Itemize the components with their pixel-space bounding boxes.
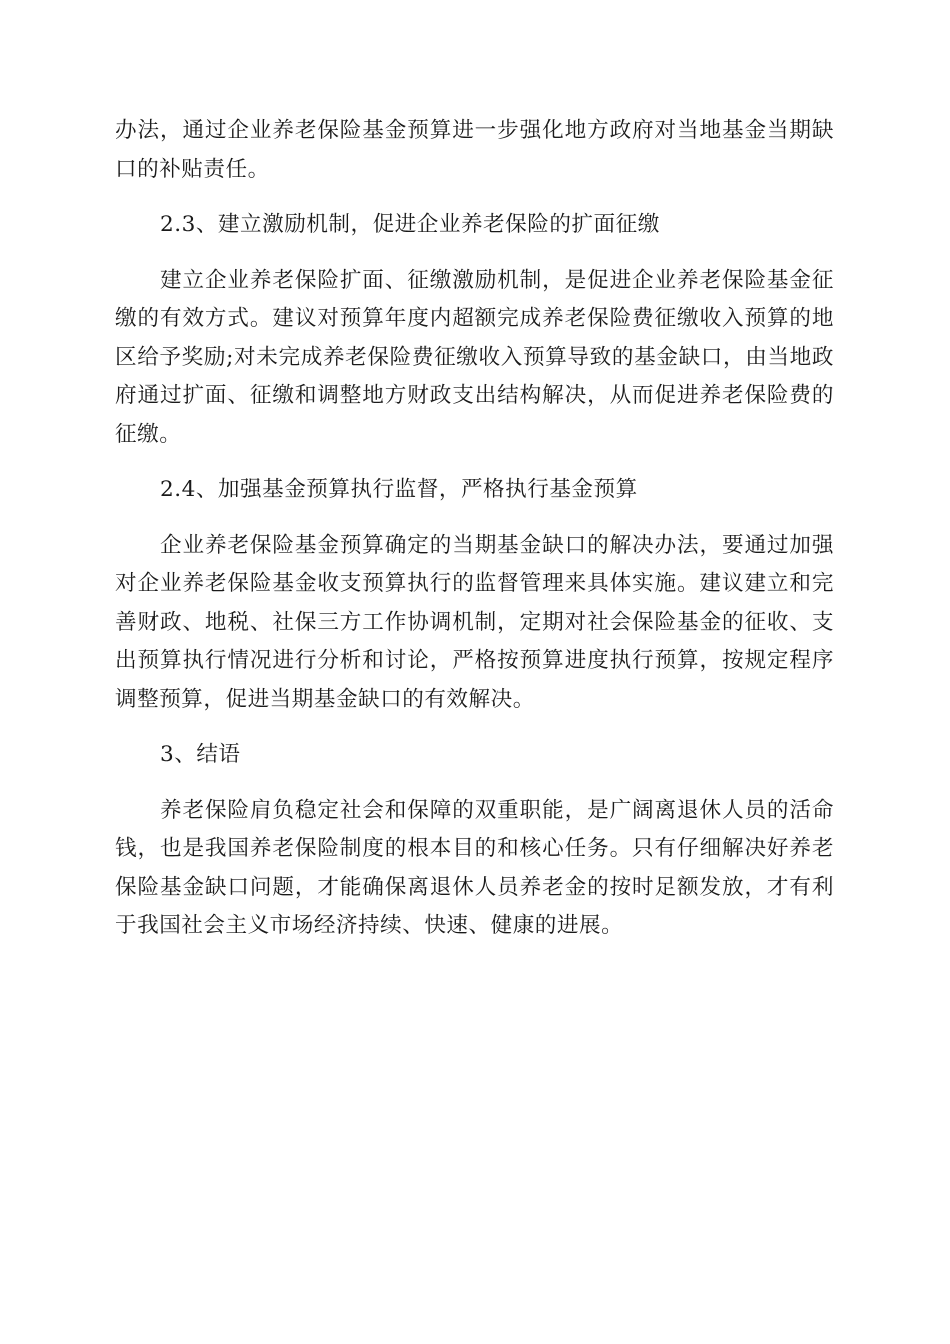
section-2-4-paragraph: 企业养老保险基金预算确定的当期基金缺口的解决办法，要通过加强对企业养老保险基金收支预算执行的监督管理来具体实施。建议建立和完善财政、地税、社保三方工作协调机制，定期对社会保险基金的征收、支出预算执行情况进行分析和讨论，严格按预算进度执行预算，按规定程序调整预算，促进当期基金缺口的有效解决。 <box>115 532 834 712</box>
continuation-paragraph: 办法，通过企业养老保险基金预算进一步强化地方政府对当地基金当期缺口的补贴责任。 <box>115 118 834 182</box>
section-3-heading: 3、结语 <box>160 742 241 767</box>
document-body <box>115 112 834 946</box>
section-2-3-paragraph: 建立企业养老保险扩面、征缴激励机制，是促进企业养老保险基金征缴的有效方式。建议对预算年度内超额完成养老保险费征缴收入预算的地区给予奖励;对未完成养老保险费征缴收入预算导致的基金缺口，由当地政府通过扩面、征缴和调整地方财政支出结构解决，从而促进养老保险费的征缴。 <box>115 267 834 447</box>
section-3-paragraph: 养老保险肩负稳定社会和保障的双重职能，是广阔离退休人员的活命钱，也是我国养老保险制度的根本目的和核心任务。只有仔细解决好养老保险基金缺口问题，才能确保离退休人员养老金的按时足额发放，才有利于我国社会主义市场经济持续、快速、健康的进展。 <box>115 797 834 938</box>
section-2-4-heading: 2.4、加强基金预算执行监督，严格执行基金预算 <box>160 477 638 502</box>
section-2-3-heading: 2.3、建立激励机制，促进企业养老保险的扩面征缴 <box>160 212 660 237</box>
